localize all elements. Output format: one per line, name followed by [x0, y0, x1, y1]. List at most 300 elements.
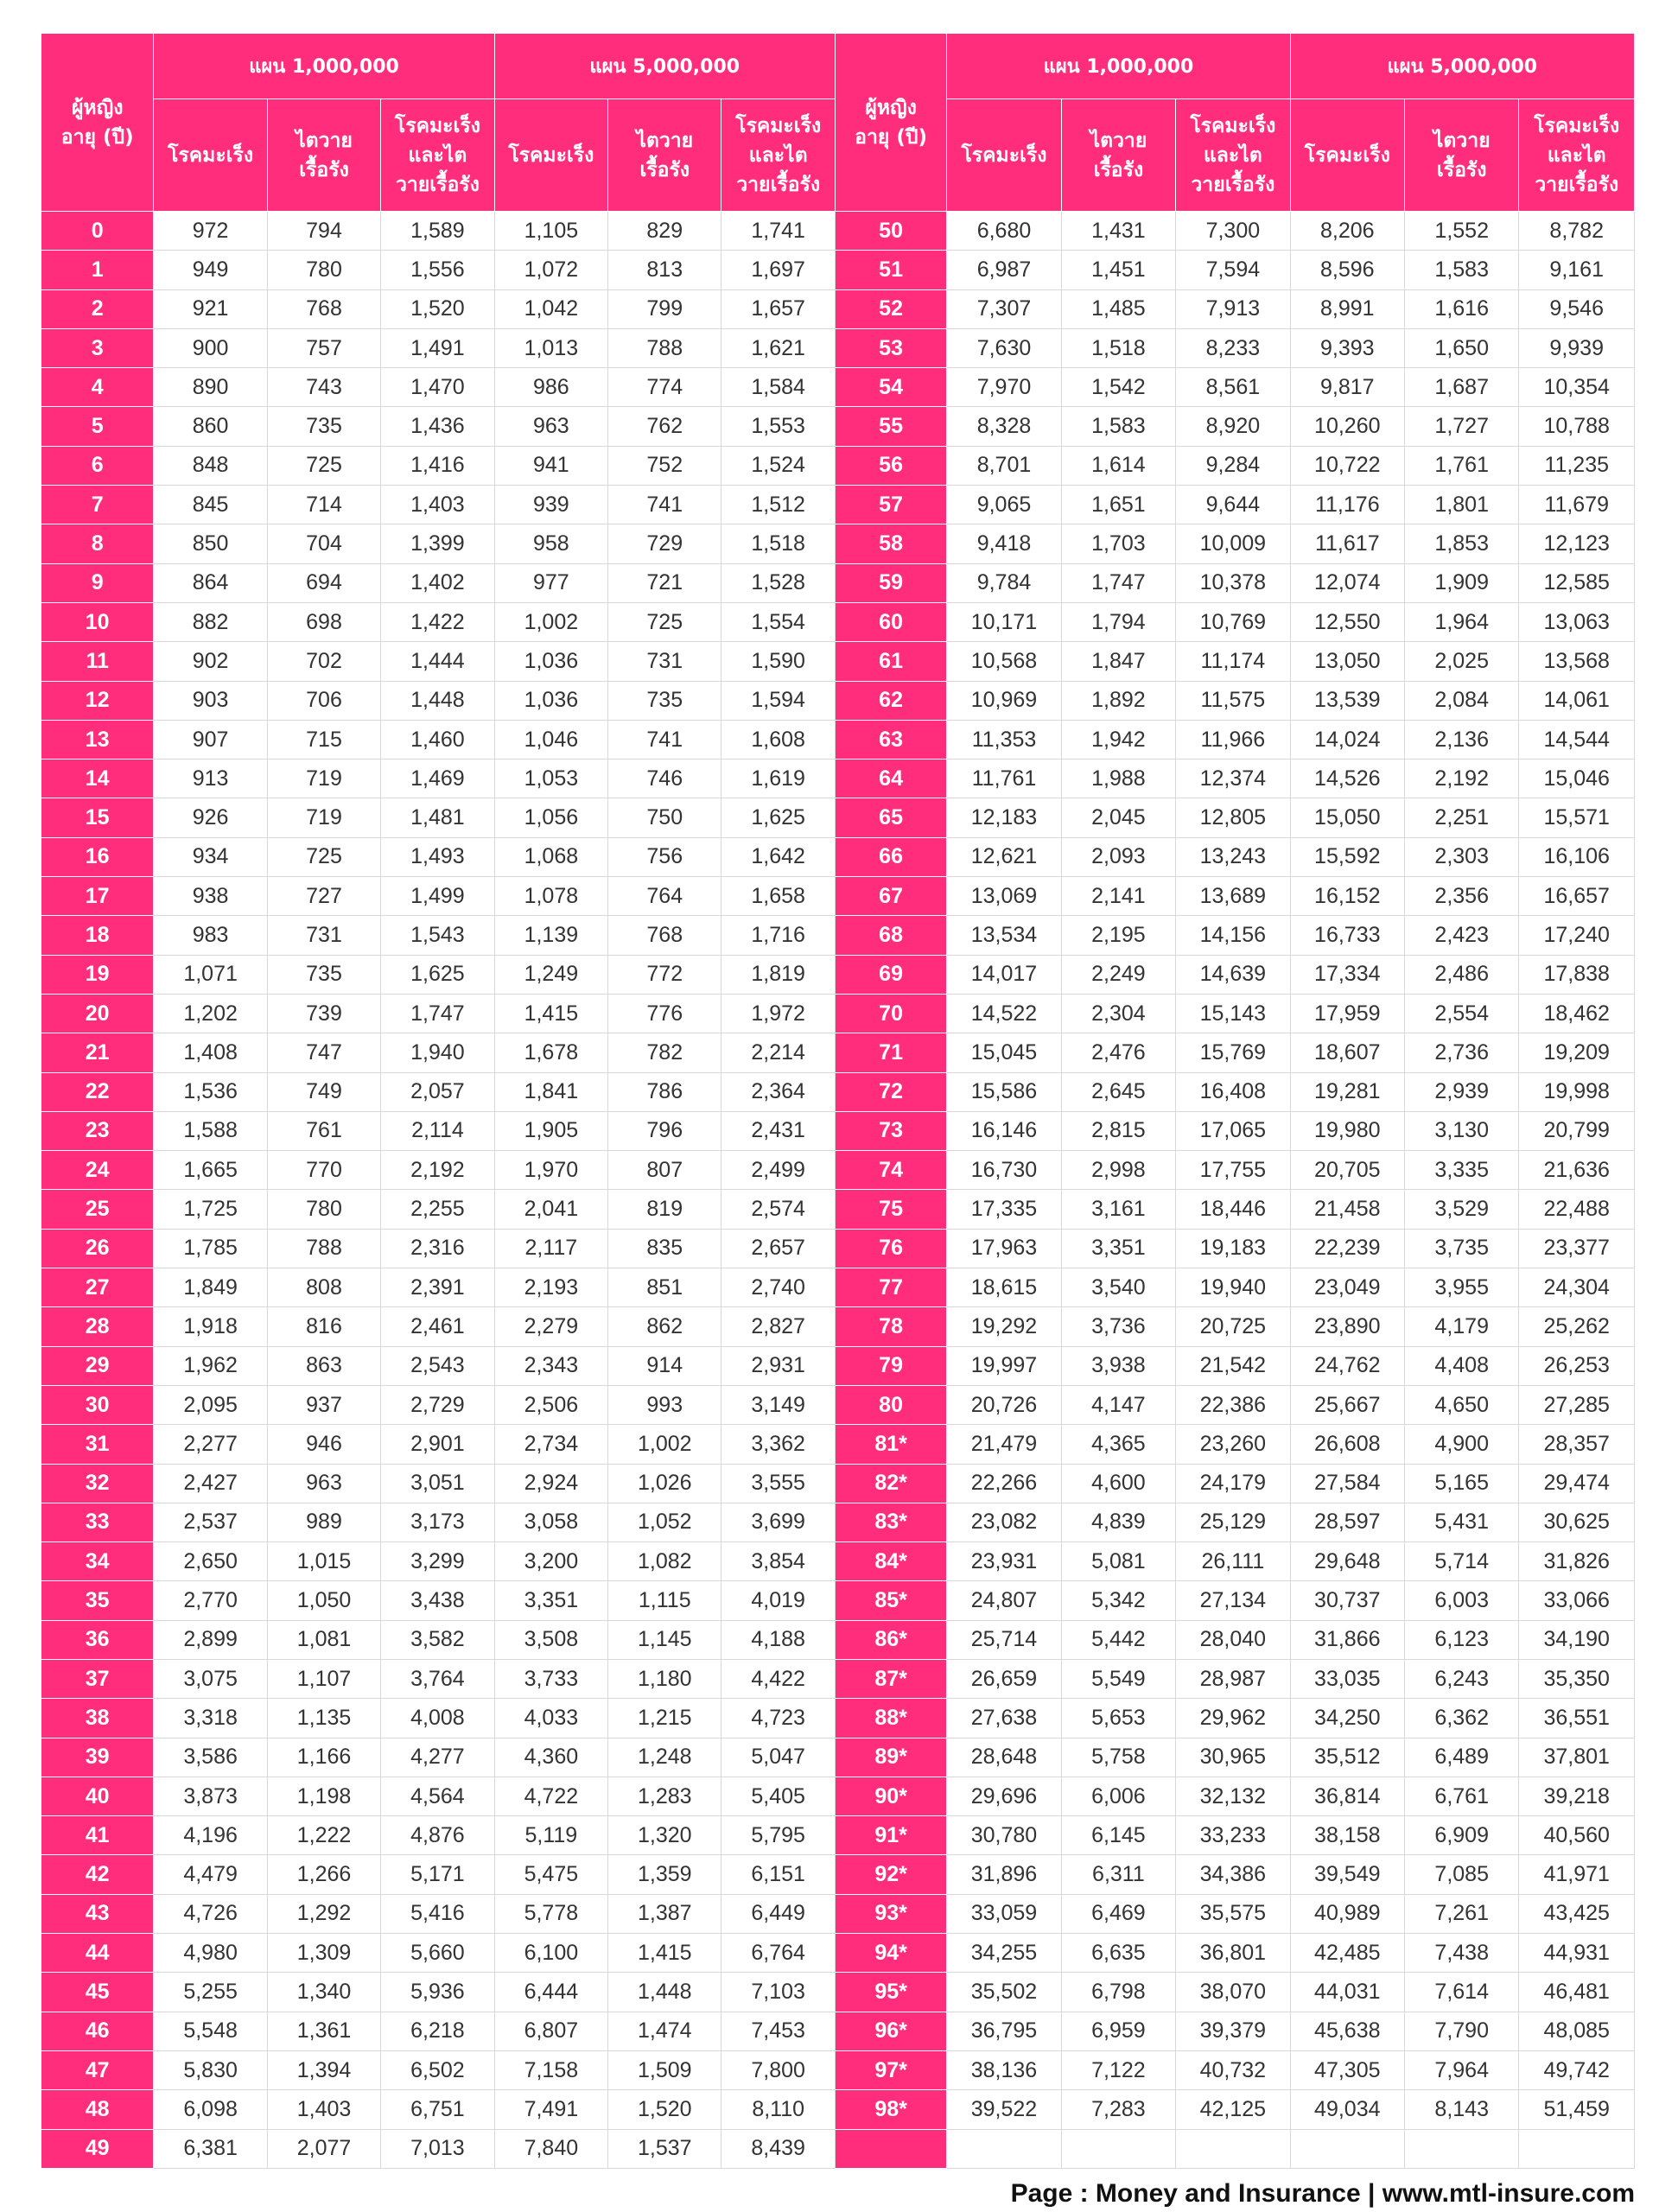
premium-cell: 1,402 — [381, 563, 494, 602]
col-kidney-header: ไตวาย เรื้อรัง — [1405, 99, 1519, 212]
premium-cell: 863 — [267, 1346, 380, 1385]
premium-cell: 6,761 — [1405, 1777, 1519, 1815]
premium-cell: 14,156 — [1176, 916, 1290, 955]
premium-cell: 903 — [154, 681, 267, 720]
premium-cell: 16,106 — [1519, 837, 1635, 876]
premium-cell: 735 — [267, 407, 380, 446]
premium-cell: 2,249 — [1061, 955, 1175, 994]
premium-cell: 6,489 — [1405, 1738, 1519, 1777]
premium-cell: 41,971 — [1519, 1855, 1635, 1894]
premium-cell: 1,036 — [494, 642, 607, 681]
premium-cell: 851 — [608, 1268, 721, 1307]
premium-cell: 4,600 — [1061, 1464, 1175, 1503]
premium-cell: 19,980 — [1290, 1111, 1404, 1150]
premium-cell: 1,518 — [1061, 328, 1175, 367]
premium-cell: 2,141 — [1061, 877, 1175, 916]
premium-cell: 4,196 — [154, 1816, 267, 1855]
premium-cell: 42,125 — [1176, 2090, 1290, 2129]
premium-cell: 2,356 — [1405, 877, 1519, 916]
premium-cell: 963 — [267, 1464, 380, 1503]
premium-cell: 741 — [608, 486, 721, 524]
premium-cell: 19,292 — [947, 1307, 1061, 1346]
premium-cell: 725 — [608, 602, 721, 641]
premium-cell: 5,081 — [1061, 1542, 1175, 1581]
premium-cell: 1,909 — [1405, 563, 1519, 602]
premium-cell: 1,621 — [721, 328, 835, 367]
premium-cell: 2,901 — [381, 1425, 494, 1464]
premium-cell: 1,716 — [721, 916, 835, 955]
premium-cell: 731 — [267, 916, 380, 955]
premium-cell: 12,074 — [1290, 563, 1404, 602]
age-cell: 18 — [41, 916, 154, 955]
premium-cell: 1,249 — [494, 955, 607, 994]
premium-cell: 26,111 — [1176, 1542, 1290, 1581]
premium-cell: 16,730 — [947, 1151, 1061, 1190]
premium-cell: 2,486 — [1405, 955, 1519, 994]
premium-cell: 7,913 — [1176, 289, 1290, 328]
age-cell: 58 — [835, 524, 946, 563]
premium-cell: 694 — [267, 563, 380, 602]
premium-cell: 1,056 — [494, 798, 607, 837]
premium-cell: 2,193 — [494, 1268, 607, 1307]
age-cell: 13 — [41, 720, 154, 759]
premium-cell: 2,303 — [1405, 837, 1519, 876]
premium-cell: 30,965 — [1176, 1738, 1290, 1777]
premium-cell: 10,568 — [947, 642, 1061, 681]
premium-cell: 28,597 — [1290, 1503, 1404, 1541]
premium-cell: 1,309 — [267, 1934, 380, 1973]
premium-cell: 6,123 — [1405, 1620, 1519, 1659]
premium-cell: 3,764 — [381, 1659, 494, 1698]
premium-cell: 727 — [267, 877, 380, 916]
premium-cell: 44,031 — [1290, 1973, 1404, 2012]
premium-cell: 2,554 — [1405, 994, 1519, 1033]
premium-cell: 7,085 — [1405, 1855, 1519, 1894]
premium-cell: 816 — [267, 1307, 380, 1346]
age-cell: 94* — [835, 1934, 946, 1973]
premium-cell: 2,192 — [1405, 760, 1519, 798]
premium-cell: 40,989 — [1290, 1894, 1404, 1933]
table-row — [41, 1346, 1635, 1385]
premium-cell: 3,735 — [1405, 1229, 1519, 1268]
premium-cell: 735 — [267, 955, 380, 994]
col-kidney-header: ไตวาย เรื้อรัง — [608, 99, 721, 212]
table-row — [41, 955, 1635, 994]
premium-cell: 24,179 — [1176, 1464, 1290, 1503]
premium-cell: 20,705 — [1290, 1151, 1404, 1190]
premium-cell: 4,650 — [1405, 1385, 1519, 1424]
premium-cell: 1,015 — [267, 1542, 380, 1581]
premium-cell: 6,764 — [721, 1934, 835, 1973]
premium-cell: 26,608 — [1290, 1425, 1404, 1464]
premium-cell: 780 — [267, 251, 380, 289]
premium-cell: 49,034 — [1290, 2090, 1404, 2129]
age-cell: 3 — [41, 328, 154, 367]
premium-cell: 40,732 — [1176, 2050, 1290, 2089]
premium-cell: 1,678 — [494, 1033, 607, 1072]
premium-cell: 33,233 — [1176, 1816, 1290, 1855]
premium-cell: 13,063 — [1519, 602, 1635, 641]
age-cell: 49 — [41, 2129, 154, 2168]
premium-cell: 27,638 — [947, 1699, 1061, 1738]
table-row — [41, 289, 1635, 328]
premium-cell: 3,586 — [154, 1738, 267, 1777]
premium-cell: 2,423 — [1405, 916, 1519, 955]
premium-cell: 1,053 — [494, 760, 607, 798]
premium-cell: 4,033 — [494, 1699, 607, 1738]
premium-cell: 6,680 — [947, 212, 1061, 251]
premium-cell: 1,481 — [381, 798, 494, 837]
premium-cell: 7,261 — [1405, 1894, 1519, 1933]
age-cell: 34 — [41, 1542, 154, 1581]
age-cell: 10 — [41, 602, 154, 641]
premium-cell: 23,931 — [947, 1542, 1061, 1581]
premium-cell: 14,024 — [1290, 720, 1404, 759]
premium-cell: 4,179 — [1405, 1307, 1519, 1346]
age-cell: 74 — [835, 1151, 946, 1190]
premium-cell: 4,365 — [1061, 1425, 1175, 1464]
premium-cell: 36,551 — [1519, 1699, 1635, 1738]
premium-cell: 7,970 — [947, 368, 1061, 407]
premium-cell: 761 — [267, 1111, 380, 1150]
premium-cell: 1,387 — [608, 1894, 721, 1933]
age-cell: 19 — [41, 955, 154, 994]
premium-cell: 1,819 — [721, 955, 835, 994]
premium-cell: 949 — [154, 251, 267, 289]
table-row — [41, 1659, 1635, 1698]
premium-cell: 7,158 — [494, 2050, 607, 2089]
premium-cell: 42,485 — [1290, 1934, 1404, 1973]
premium-cell: 5,431 — [1405, 1503, 1519, 1541]
premium-cell: 10,769 — [1176, 602, 1290, 641]
premium-cell: 14,017 — [947, 955, 1061, 994]
age-cell: 57 — [835, 486, 946, 524]
premium-cell: 51,459 — [1519, 2090, 1635, 2129]
premium-cell: 9,418 — [947, 524, 1061, 563]
premium-cell: 1,320 — [608, 1816, 721, 1855]
premium-cell: 11,235 — [1519, 446, 1635, 485]
premium-cell: 1,537 — [608, 2129, 721, 2168]
premium-cell: 6,798 — [1061, 1973, 1175, 2012]
premium-cell: 1,180 — [608, 1659, 721, 1698]
premium-cell: 1,794 — [1061, 602, 1175, 641]
plan-1m-header-right: แผน 1,000,000 — [947, 34, 1290, 99]
age-cell: 95* — [835, 1973, 946, 2012]
age-cell: 84* — [835, 1542, 946, 1581]
premium-cell: 3,555 — [721, 1464, 835, 1503]
premium-cell: 1,026 — [608, 1464, 721, 1503]
premium-cell: 750 — [608, 798, 721, 837]
premium-cell — [1290, 2129, 1404, 2168]
premium-cell: 946 — [267, 1425, 380, 1464]
premium-cell: 8,206 — [1290, 212, 1404, 251]
premium-cell: 35,502 — [947, 1973, 1061, 2012]
premium-cell: 3,582 — [381, 1620, 494, 1659]
premium-cell: 8,991 — [1290, 289, 1404, 328]
premium-cell: 13,243 — [1176, 837, 1290, 876]
page-footer: Page : Money and Insurance | www.mtl-insure.com — [1010, 2179, 1635, 2208]
premium-cell: 2,427 — [154, 1464, 267, 1503]
premium-cell — [1519, 2129, 1635, 2168]
premium-cell: 47,305 — [1290, 2050, 1404, 2089]
premium-cell: 2,304 — [1061, 994, 1175, 1033]
premium-cell: 27,584 — [1290, 1464, 1404, 1503]
premium-cell: 1,002 — [494, 602, 607, 641]
premium-cell: 3,540 — [1061, 1268, 1175, 1307]
age-cell: 66 — [835, 837, 946, 876]
age-cell: 97* — [835, 2050, 946, 2089]
premium-cell: 16,408 — [1176, 1072, 1290, 1111]
premium-cell: 715 — [267, 720, 380, 759]
premium-cell: 1,202 — [154, 994, 267, 1033]
premium-cell: 1,512 — [721, 486, 835, 524]
premium-cell: 1,491 — [381, 328, 494, 367]
premium-cell: 13,689 — [1176, 877, 1290, 916]
premium-cell: 1,107 — [267, 1659, 380, 1698]
age-cell: 79 — [835, 1346, 946, 1385]
premium-cell: 1,520 — [381, 289, 494, 328]
age-cell: 26 — [41, 1229, 154, 1268]
age-cell: 82* — [835, 1464, 946, 1503]
age-cell: 1 — [41, 251, 154, 289]
age-cell: 89* — [835, 1738, 946, 1777]
premium-cell: 34,190 — [1519, 1620, 1635, 1659]
premium-cell: 1,616 — [1405, 289, 1519, 328]
premium-cell: 17,963 — [947, 1229, 1061, 1268]
premium-cell: 36,795 — [947, 2012, 1061, 2050]
premium-cell: 1,853 — [1405, 524, 1519, 563]
age-cell: 2 — [41, 289, 154, 328]
premium-cell: 2,537 — [154, 1503, 267, 1541]
premium-cell: 13,568 — [1519, 642, 1635, 681]
premium-cell: 17,065 — [1176, 1111, 1290, 1150]
premium-cell: 788 — [267, 1229, 380, 1268]
premium-cell: 35,575 — [1176, 1894, 1290, 1933]
premium-cell: 1,248 — [608, 1738, 721, 1777]
premium-cell: 3,335 — [1405, 1151, 1519, 1190]
premium-cell: 10,171 — [947, 602, 1061, 641]
premium-cell: 860 — [154, 407, 267, 446]
premium-cell: 18,446 — [1176, 1190, 1290, 1229]
age-cell: 30 — [41, 1385, 154, 1424]
premium-cell: 17,335 — [947, 1190, 1061, 1229]
table-row — [41, 1464, 1635, 1503]
premium-cell: 1,614 — [1061, 446, 1175, 485]
premium-cell: 1,524 — [721, 446, 835, 485]
premium-cell: 8,328 — [947, 407, 1061, 446]
age-cell: 55 — [835, 407, 946, 446]
premium-cell: 8,143 — [1405, 2090, 1519, 2129]
premium-cell: 7,840 — [494, 2129, 607, 2168]
premium-cell: 2,939 — [1405, 1072, 1519, 1111]
premium-cell: 2,364 — [721, 1072, 835, 1111]
premium-cell: 2,506 — [494, 1385, 607, 1424]
col-cancer-header: โรคมะเร็ง — [947, 99, 1061, 212]
premium-cell: 34,250 — [1290, 1699, 1404, 1738]
premium-cell: 7,438 — [1405, 1934, 1519, 1973]
premium-cell: 23,377 — [1519, 1229, 1635, 1268]
premium-cell: 5,047 — [721, 1738, 835, 1777]
premium-cell: 1,528 — [721, 563, 835, 602]
premium-cell: 989 — [267, 1503, 380, 1541]
premium-cell: 4,479 — [154, 1855, 267, 1894]
premium-cell: 1,042 — [494, 289, 607, 328]
premium-cell: 1,135 — [267, 1699, 380, 1738]
premium-cell: 2,391 — [381, 1268, 494, 1307]
premium-cell: 1,215 — [608, 1699, 721, 1738]
premium-cell: 3,130 — [1405, 1111, 1519, 1150]
premium-cell: 23,082 — [947, 1503, 1061, 1541]
premium-cell: 20,726 — [947, 1385, 1061, 1424]
premium-cell: 1,747 — [381, 994, 494, 1033]
premium-cell: 24,762 — [1290, 1346, 1404, 1385]
premium-cell: 2,192 — [381, 1151, 494, 1190]
age-cell: 42 — [41, 1855, 154, 1894]
premium-cell: 2,924 — [494, 1464, 607, 1503]
premium-cell: 6,502 — [381, 2050, 494, 2089]
premium-cell — [1405, 2129, 1519, 2168]
premium-cell: 2,461 — [381, 1307, 494, 1346]
premium-cell: 32,132 — [1176, 1777, 1290, 1815]
premium-cell: 7,491 — [494, 2090, 607, 2129]
premium-cell: 3,051 — [381, 1464, 494, 1503]
premium-cell: 1,416 — [381, 446, 494, 485]
age-cell: 46 — [41, 2012, 154, 2050]
premium-cell: 40,560 — [1519, 1816, 1635, 1855]
premium-cell: 739 — [267, 994, 380, 1033]
premium-cell: 39,549 — [1290, 1855, 1404, 1894]
age-cell: 48 — [41, 2090, 154, 2129]
age-cell: 43 — [41, 1894, 154, 1933]
premium-cell: 747 — [267, 1033, 380, 1072]
premium-cell: 15,045 — [947, 1033, 1061, 1072]
premium-cell: 963 — [494, 407, 607, 446]
premium-cell: 1,665 — [154, 1151, 267, 1190]
plan-5m-header-left: แผน 5,000,000 — [494, 34, 835, 99]
premium-cell: 2,114 — [381, 1111, 494, 1150]
premium-cell: 1,444 — [381, 642, 494, 681]
premium-cell: 5,758 — [1061, 1738, 1175, 1777]
age-cell: 21 — [41, 1033, 154, 1072]
table-row — [41, 1190, 1635, 1229]
table-row — [41, 1033, 1635, 1072]
premium-cell: 6,243 — [1405, 1659, 1519, 1698]
premium-cell: 14,526 — [1290, 760, 1404, 798]
premium-cell: 1,415 — [494, 994, 607, 1033]
premium-cell: 1,584 — [721, 368, 835, 407]
premium-cell: 8,920 — [1176, 407, 1290, 446]
age-cell: 24 — [41, 1151, 154, 1190]
age-cell: 76 — [835, 1229, 946, 1268]
premium-cell: 1,552 — [1405, 212, 1519, 251]
premium-cell: 4,147 — [1061, 1385, 1175, 1424]
premium-cell: 913 — [154, 760, 267, 798]
premium-cell: 1,451 — [1061, 251, 1175, 289]
premium-cell: 19,183 — [1176, 1229, 1290, 1268]
premium-cell: 21,636 — [1519, 1151, 1635, 1190]
premium-cell: 34,386 — [1176, 1855, 1290, 1894]
premium-cell: 5,936 — [381, 1973, 494, 2012]
premium-cell: 27,285 — [1519, 1385, 1635, 1424]
premium-cell: 762 — [608, 407, 721, 446]
premium-cell: 768 — [267, 289, 380, 328]
table-row — [41, 1111, 1635, 1150]
premium-cell: 22,266 — [947, 1464, 1061, 1503]
premium-cell: 4,408 — [1405, 1346, 1519, 1385]
premium-cell: 4,876 — [381, 1816, 494, 1855]
premium-cell: 2,729 — [381, 1385, 494, 1424]
table-row — [41, 1542, 1635, 1581]
premium-cell: 4,980 — [154, 1934, 267, 1973]
age-cell: 62 — [835, 681, 946, 720]
premium-cell: 1,697 — [721, 251, 835, 289]
premium-cell: 6,218 — [381, 2012, 494, 2050]
premium-cell: 1,399 — [381, 524, 494, 563]
premium-cell: 4,722 — [494, 1777, 607, 1815]
premium-cell: 1,198 — [267, 1777, 380, 1815]
premium-cell: 1,841 — [494, 1072, 607, 1111]
premium-cell: 4,564 — [381, 1777, 494, 1815]
col-cancer-header: โรคมะเร็ง — [1290, 99, 1404, 212]
premium-cell: 5,442 — [1061, 1620, 1175, 1659]
premium-cell: 22,386 — [1176, 1385, 1290, 1424]
premium-cell: 25,714 — [947, 1620, 1061, 1659]
premium-cell: 6,635 — [1061, 1934, 1175, 1973]
premium-cell: 39,379 — [1176, 2012, 1290, 2050]
premium-cell: 1,460 — [381, 720, 494, 759]
table-row — [41, 446, 1635, 485]
premium-cell: 3,351 — [494, 1581, 607, 1620]
premium-cell — [1176, 2129, 1290, 2168]
premium-cell: 772 — [608, 955, 721, 994]
premium-cell: 5,795 — [721, 1816, 835, 1855]
premium-cell: 10,354 — [1519, 368, 1635, 407]
premium-cell: 958 — [494, 524, 607, 563]
age-cell: 23 — [41, 1111, 154, 1150]
age-cell: 81* — [835, 1425, 946, 1464]
premium-cell: 1,081 — [267, 1620, 380, 1659]
premium-cell: 6,100 — [494, 1934, 607, 1973]
premium-cell: 3,149 — [721, 1385, 835, 1424]
premium-cell: 2,251 — [1405, 798, 1519, 837]
premium-cell: 764 — [608, 877, 721, 916]
premium-cell: 752 — [608, 446, 721, 485]
premium-cell: 6,751 — [381, 2090, 494, 2129]
premium-cell: 2,740 — [721, 1268, 835, 1307]
premium-cell: 704 — [267, 524, 380, 563]
premium-cell: 34,255 — [947, 1934, 1061, 1973]
premium-cell: 7,453 — [721, 2012, 835, 2050]
premium-cell: 15,050 — [1290, 798, 1404, 837]
premium-cell: 29,474 — [1519, 1464, 1635, 1503]
premium-cell: 5,342 — [1061, 1581, 1175, 1620]
premium-cell: 11,176 — [1290, 486, 1404, 524]
premium-cell: 1,013 — [494, 328, 607, 367]
premium-cell: 11,966 — [1176, 720, 1290, 759]
premium-cell: 4,360 — [494, 1738, 607, 1777]
premium-cell: 9,546 — [1519, 289, 1635, 328]
premium-cell: 757 — [267, 328, 380, 367]
premium-cell: 2,815 — [1061, 1111, 1175, 1150]
premium-cell: 1,361 — [267, 2012, 380, 2050]
age-cell: 29 — [41, 1346, 154, 1385]
premium-cell: 5,660 — [381, 1934, 494, 1973]
premium-cell: 23,890 — [1290, 1307, 1404, 1346]
premium-cell: 939 — [494, 486, 607, 524]
age-cell: 4 — [41, 368, 154, 407]
premium-cell: 993 — [608, 1385, 721, 1424]
premium-cell: 2,734 — [494, 1425, 607, 1464]
